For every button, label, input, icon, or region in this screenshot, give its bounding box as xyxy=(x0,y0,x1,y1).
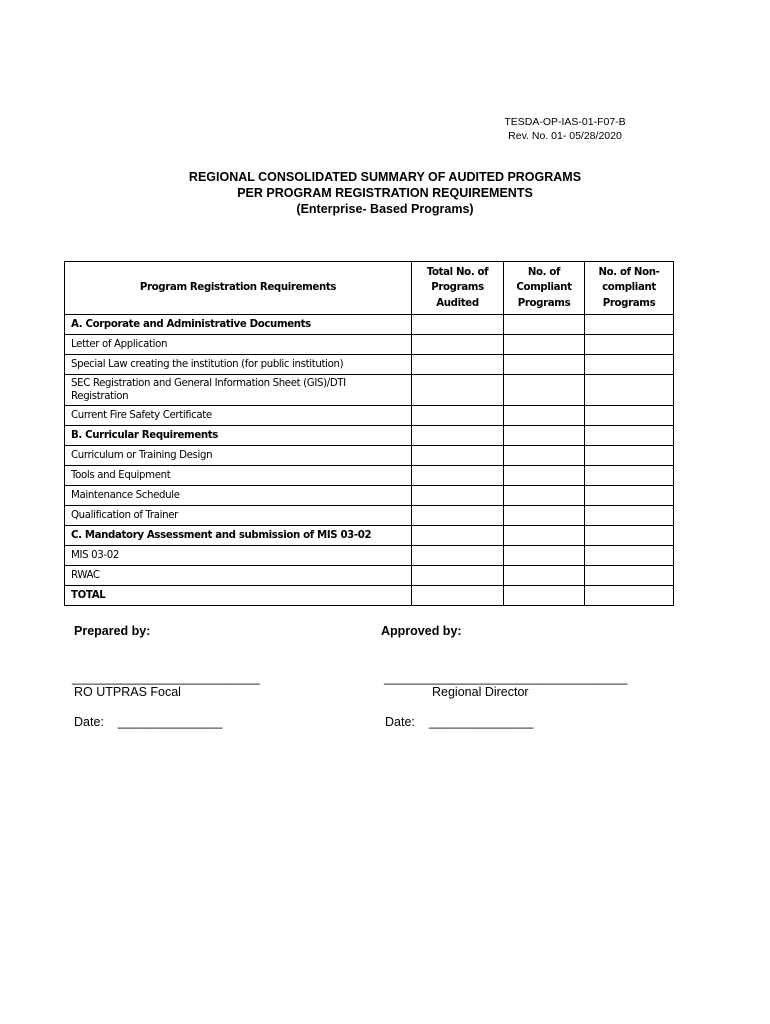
table-header-row xyxy=(65,262,674,315)
cell-compliant[interactable] xyxy=(504,586,585,606)
cell-noncompliant[interactable] xyxy=(585,486,674,506)
cell-total-audited[interactable] xyxy=(412,315,504,335)
requirements-table xyxy=(64,261,674,606)
header-compliant xyxy=(504,262,585,315)
header-total-audited-line: Audited xyxy=(436,297,479,309)
header-noncompliant xyxy=(585,262,674,315)
row-label: A. Corporate and Administrative Documents xyxy=(65,315,412,335)
header-noncompliant-line: No. of Non- xyxy=(598,266,660,278)
table-row xyxy=(65,466,674,486)
cell-noncompliant[interactable] xyxy=(585,466,674,486)
prepared-date-line[interactable]: _______________ xyxy=(118,715,223,729)
cell-compliant[interactable] xyxy=(504,315,585,335)
cell-noncompliant[interactable] xyxy=(585,426,674,446)
revision-number: Rev. No. 01- 05/28/2020 xyxy=(508,130,622,142)
cell-total-audited[interactable] xyxy=(412,526,504,546)
cell-total-audited[interactable] xyxy=(412,546,504,566)
section-row-a xyxy=(65,315,674,335)
header-total-audited xyxy=(412,262,504,315)
cell-total-audited[interactable] xyxy=(412,566,504,586)
row-label-line: Registration xyxy=(71,391,129,402)
cell-compliant[interactable] xyxy=(504,426,585,446)
cell-noncompliant[interactable] xyxy=(585,355,674,375)
header-compliant-line: Compliant xyxy=(516,282,572,294)
prepared-by-label: Prepared by: xyxy=(74,624,151,638)
row-label: Special Law creating the institution (for public institution) xyxy=(65,355,412,375)
table-row xyxy=(65,566,674,586)
cell-noncompliant[interactable] xyxy=(585,506,674,526)
form-code-block xyxy=(480,115,650,143)
prepared-date-label: Date: xyxy=(74,715,104,729)
cell-total-audited[interactable] xyxy=(412,466,504,486)
row-label: TOTAL xyxy=(65,586,412,606)
table-row xyxy=(65,375,674,406)
cell-compliant[interactable] xyxy=(504,486,585,506)
cell-total-audited[interactable] xyxy=(412,586,504,606)
header-noncompliant-line: compliant xyxy=(602,282,656,294)
document-title xyxy=(0,169,770,217)
cell-compliant[interactable] xyxy=(504,355,585,375)
row-label: Maintenance Schedule xyxy=(65,486,412,506)
row-label xyxy=(65,375,412,406)
table-row xyxy=(65,355,674,375)
cell-total-audited[interactable] xyxy=(412,335,504,355)
table-row xyxy=(65,335,674,355)
cell-compliant[interactable] xyxy=(504,466,585,486)
cell-compliant[interactable] xyxy=(504,546,585,566)
section-row-c xyxy=(65,526,674,546)
table-row xyxy=(65,546,674,566)
table-row xyxy=(65,506,674,526)
cell-noncompliant[interactable] xyxy=(585,446,674,466)
cell-compliant[interactable] xyxy=(504,526,585,546)
row-label: RWAC xyxy=(65,566,412,586)
row-label: Qualification of Trainer xyxy=(65,506,412,526)
approved-title: Regional Director xyxy=(432,685,529,699)
header-requirements: Program Registration Requirements xyxy=(65,262,412,315)
section-row-b xyxy=(65,426,674,446)
row-label: B. Curricular Requirements xyxy=(65,426,412,446)
title-line-1: REGIONAL CONSOLIDATED SUMMARY OF AUDITED PROGRAMS xyxy=(188,170,582,184)
row-label: Letter of Application xyxy=(65,335,412,355)
approved-by-label: Approved by: xyxy=(381,624,462,638)
cell-total-audited[interactable] xyxy=(412,406,504,426)
cell-compliant[interactable] xyxy=(504,566,585,586)
row-label: Current Fire Safety Certificate xyxy=(65,406,412,426)
cell-noncompliant[interactable] xyxy=(585,375,674,406)
cell-compliant[interactable] xyxy=(504,335,585,355)
table-row xyxy=(65,406,674,426)
approved-signature-line[interactable]: ___________________________________ xyxy=(384,671,628,685)
cell-noncompliant[interactable] xyxy=(585,335,674,355)
header-noncompliant-line: Programs xyxy=(602,297,656,309)
cell-noncompliant[interactable] xyxy=(585,315,674,335)
cell-compliant[interactable] xyxy=(504,375,585,406)
approved-date-line[interactable]: _______________ xyxy=(429,715,534,729)
title-line-2: PER PROGRAM REGISTRATION REQUIREMENTS xyxy=(237,186,533,200)
cell-noncompliant[interactable] xyxy=(585,526,674,546)
cell-noncompliant[interactable] xyxy=(585,406,674,426)
prepared-title: RO UTPRAS Focal xyxy=(74,685,181,699)
header-total-audited-line: Programs xyxy=(431,282,484,294)
row-label-line: SEC Registration and General Information Sheet (GIS)/DTI xyxy=(71,378,346,389)
cell-total-audited[interactable] xyxy=(412,506,504,526)
cell-total-audited[interactable] xyxy=(412,426,504,446)
row-label: MIS 03-02 xyxy=(65,546,412,566)
header-compliant-line: No. of xyxy=(527,266,561,278)
cell-total-audited[interactable] xyxy=(412,375,504,406)
title-line-3: (Enterprise- Based Programs) xyxy=(296,202,474,216)
cell-compliant[interactable] xyxy=(504,506,585,526)
cell-noncompliant[interactable] xyxy=(585,566,674,586)
cell-noncompliant[interactable] xyxy=(585,546,674,566)
row-label: Tools and Equipment xyxy=(65,466,412,486)
table-row xyxy=(65,486,674,506)
table-row xyxy=(65,446,674,466)
approved-date-label: Date: xyxy=(385,715,415,729)
row-label: Curriculum or Training Design xyxy=(65,446,412,466)
cell-compliant[interactable] xyxy=(504,446,585,466)
row-label: C. Mandatory Assessment and submission of MIS 03-02 xyxy=(65,526,412,546)
cell-total-audited[interactable] xyxy=(412,486,504,506)
cell-total-audited[interactable] xyxy=(412,446,504,466)
prepared-signature-line[interactable]: ___________________________ xyxy=(72,671,260,685)
form-code: TESDA-OP-IAS-01-F07-B xyxy=(504,116,626,128)
header-total-audited-line: Total No. of xyxy=(426,266,489,278)
total-row xyxy=(65,586,674,606)
header-compliant-line: Programs xyxy=(517,297,571,309)
cell-total-audited[interactable] xyxy=(412,355,504,375)
cell-compliant[interactable] xyxy=(504,406,585,426)
cell-noncompliant[interactable] xyxy=(585,586,674,606)
